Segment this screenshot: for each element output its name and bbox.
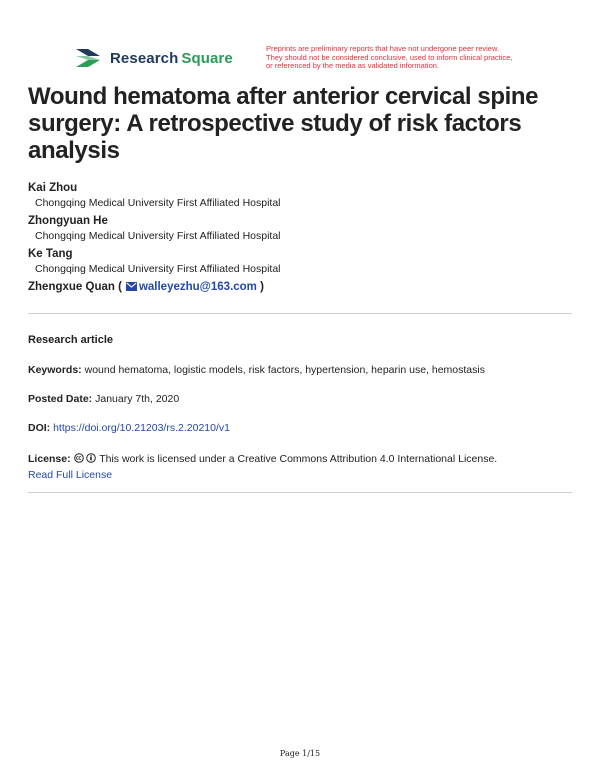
envelope-icon xyxy=(126,282,137,291)
doi-label: DOI: xyxy=(28,422,51,434)
disclaimer-line-1: Preprints are preliminary reports that have not undergone peer review. xyxy=(266,44,500,53)
article-type: Research article xyxy=(28,334,113,346)
header xyxy=(0,0,600,80)
author-name: Ke Tang xyxy=(28,248,73,260)
author-affiliation: Chongqing Medical University First Affiliated Hospital xyxy=(35,230,281,242)
preprint-disclaimer xyxy=(266,45,536,71)
disclaimer-line-3: or referenced by the media as validated information. xyxy=(266,61,440,71)
logo-wordmark-research: Research xyxy=(110,49,179,67)
license-row xyxy=(28,451,572,483)
cc-icon xyxy=(74,453,84,463)
keywords-row xyxy=(28,364,485,376)
posted-date-label: Posted Date: xyxy=(28,393,93,405)
keywords-label: Keywords: xyxy=(28,364,82,376)
disclaimer-line-2: They should not be considered conclusive, used to inform clinical practice, xyxy=(266,52,513,62)
page-number: Page 1/15 xyxy=(279,749,321,758)
keywords-value: wound hematoma, logistic models, risk factors, hypertension, heparin use, hemostasis xyxy=(84,364,485,376)
posted-date-value: January 7th, 2020 xyxy=(95,393,180,405)
doi-row xyxy=(28,422,230,434)
logo-wordmark-square: Square xyxy=(181,49,233,67)
read-full-license-link[interactable]: Read Full License xyxy=(28,469,113,481)
paper-title: Wound hematoma after anterior cervical spine surgery: A retrospective study of risk factors analysis xyxy=(28,83,539,164)
by-icon xyxy=(86,453,96,463)
author-name: Kai Zhou xyxy=(28,182,78,194)
section-divider xyxy=(28,492,572,493)
email-open-paren: ( xyxy=(118,281,122,293)
author-affiliation: Chongqing Medical University First Affiliated Hospital xyxy=(35,197,281,209)
email-close-paren: ) xyxy=(260,281,264,293)
author-affiliation: Chongqing Medical University First Affiliated Hospital xyxy=(35,263,281,275)
email-link[interactable]: walleyezhu@163.com xyxy=(138,281,257,293)
logo-wordmark xyxy=(110,50,233,67)
license-text: This work is licensed under a Creative Commons Attribution 4.0 International License. xyxy=(99,453,498,465)
posted-date-row xyxy=(28,393,179,405)
section-divider xyxy=(28,313,572,314)
research-square-logo[interactable] xyxy=(74,47,233,69)
research-square-logo-icon xyxy=(74,47,102,69)
doi-link[interactable]: https://doi.org/10.21203/rs.2.20210/v1 xyxy=(53,422,230,434)
corresponding-author-name: Zhengxue Quan xyxy=(28,281,115,293)
corresponding-author xyxy=(28,280,568,295)
author-list xyxy=(28,178,568,295)
author-name: Zhongyuan He xyxy=(28,215,108,227)
license-label: License: xyxy=(28,453,71,465)
